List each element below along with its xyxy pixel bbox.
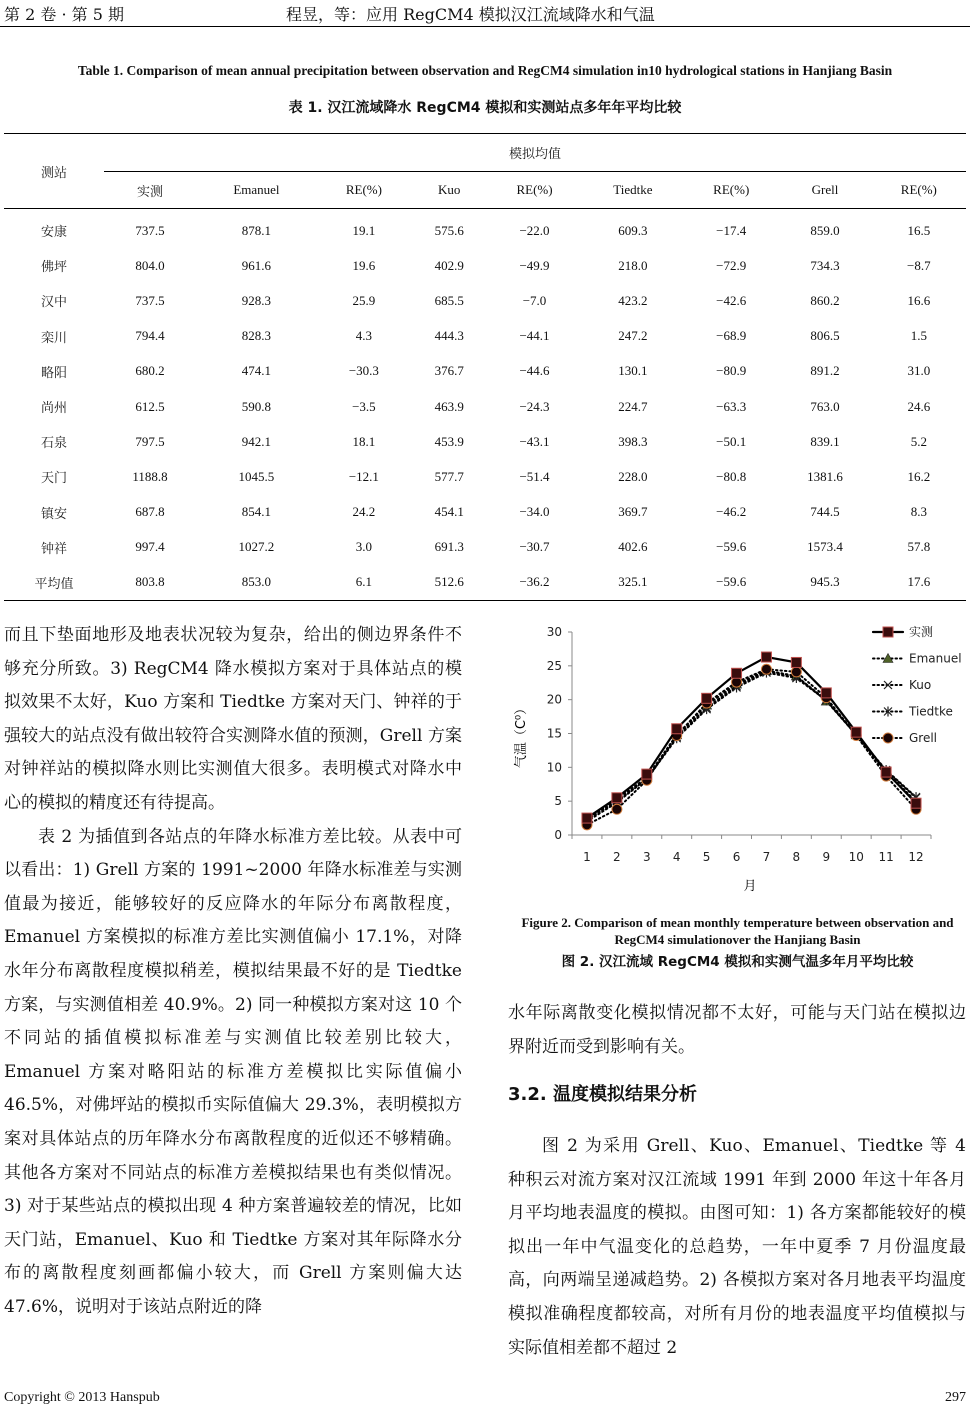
table-cell: −17.4 bbox=[716, 222, 747, 238]
running-title: 程昱，等：应用 RegCM4 模拟汉江流域降水和气温 bbox=[286, 5, 655, 24]
table-cell: 577.7 bbox=[434, 468, 464, 484]
x-tick-label: 5 bbox=[702, 850, 711, 864]
table-cell: 5.2 bbox=[910, 433, 927, 449]
station-name: 尚州 bbox=[40, 401, 67, 417]
table-cell: 8.3 bbox=[910, 504, 927, 520]
table-row bbox=[4, 530, 966, 565]
x-tick-label: 9 bbox=[822, 850, 831, 864]
table-cell: 423.2 bbox=[618, 292, 648, 308]
table-cell: 398.3 bbox=[618, 433, 648, 449]
running-header bbox=[0, 0, 970, 27]
table-cell: 325.1 bbox=[582, 565, 684, 601]
x-tick-label: 10 bbox=[848, 850, 864, 864]
y-tick-label: 5 bbox=[554, 794, 562, 809]
paragraph: 水年际离散变化模拟情况都不太好，可能与天门站在模拟边界附近而受到影响有关。 bbox=[508, 1003, 966, 1057]
column-header: RE(%) bbox=[872, 172, 966, 209]
square-marker bbox=[612, 793, 622, 803]
square-marker bbox=[582, 813, 592, 823]
square-marker bbox=[791, 657, 801, 667]
left-column bbox=[4, 619, 462, 1324]
page-number: 297 bbox=[945, 1390, 966, 1405]
right-column-bottom bbox=[508, 1130, 966, 1365]
table-cell: −80.8 bbox=[716, 468, 747, 484]
station-name: 佛坪 bbox=[40, 260, 67, 276]
table-cell: −36.2 bbox=[487, 565, 581, 601]
table-cell: 402.6 bbox=[618, 539, 648, 555]
chart-legend bbox=[873, 625, 962, 745]
table-cell: 454.1 bbox=[434, 504, 464, 520]
table-cell: 16.2 bbox=[907, 468, 931, 484]
y-tick-label: 30 bbox=[546, 625, 562, 639]
station-name: 栾川 bbox=[40, 330, 67, 346]
x-tick-label: 6 bbox=[732, 850, 741, 864]
column-header-row bbox=[4, 172, 966, 209]
square-marker bbox=[732, 668, 742, 678]
square-marker bbox=[702, 693, 712, 703]
legend-item bbox=[873, 731, 937, 745]
station-name: 汉中 bbox=[40, 295, 67, 311]
table-cell: 891.2 bbox=[810, 363, 840, 379]
table-cell: 804.0 bbox=[135, 257, 165, 273]
column-header: RE(%) bbox=[487, 172, 581, 209]
table-cell: 687.8 bbox=[135, 504, 165, 520]
table-cell: 512.6 bbox=[411, 565, 487, 601]
table-cell: 859.0 bbox=[810, 222, 840, 238]
column-header: 实测 bbox=[104, 172, 196, 209]
table-cell: −7.0 bbox=[522, 292, 547, 308]
series-emanuel bbox=[582, 666, 921, 824]
table-cell: 16.6 bbox=[907, 292, 931, 308]
journal-issue: 第 2 卷 · 第 5 期 bbox=[4, 5, 124, 24]
table-row bbox=[4, 459, 966, 494]
table-cell: −59.6 bbox=[716, 539, 747, 555]
table-cell: 691.3 bbox=[434, 539, 464, 555]
table-cell: 961.6 bbox=[241, 257, 272, 273]
legend-label: 实测 bbox=[909, 625, 934, 639]
legend-label: Kuo bbox=[909, 678, 932, 692]
x-tick-label: 2 bbox=[613, 850, 621, 864]
table-cell: −43.1 bbox=[519, 433, 550, 449]
table-cell: −44.1 bbox=[519, 328, 550, 344]
table-row bbox=[4, 389, 966, 424]
table-cell: −12.1 bbox=[348, 468, 379, 484]
table-cell: 945.3 bbox=[778, 565, 871, 601]
column-header: Grell bbox=[778, 172, 871, 209]
table1-caption-en: Table 1. Comparison of mean annual precipitation between observation and RegCM4 simulation in10 hydrological stations in Hanjiang Basin bbox=[77, 63, 893, 78]
station-name: 安康 bbox=[40, 225, 67, 241]
table-cell: 24.6 bbox=[907, 398, 931, 414]
table-cell: 24.2 bbox=[352, 504, 376, 520]
temperature-line-chart bbox=[505, 615, 970, 905]
y-tick-label: 20 bbox=[546, 692, 562, 707]
station-name: 平均值 bbox=[4, 565, 104, 601]
square-marker bbox=[761, 652, 771, 662]
table-cell: 839.1 bbox=[810, 433, 840, 449]
table-cell: 1027.2 bbox=[238, 539, 275, 555]
table-cell: −49.9 bbox=[519, 257, 550, 273]
table-cell: 247.2 bbox=[618, 328, 648, 344]
table-cell: −80.9 bbox=[716, 363, 747, 379]
table-cell: −50.1 bbox=[716, 433, 747, 449]
table1 bbox=[4, 133, 966, 601]
table-cell: −63.3 bbox=[716, 398, 747, 414]
table-cell: 474.1 bbox=[241, 363, 272, 379]
table-cell: −68.9 bbox=[716, 328, 747, 344]
table-cell: 590.8 bbox=[241, 398, 272, 414]
table-row bbox=[4, 319, 966, 354]
table-cell: −44.6 bbox=[519, 363, 550, 379]
table-cell: 130.1 bbox=[618, 363, 648, 379]
table-cell: −46.2 bbox=[716, 504, 747, 520]
right-column-top bbox=[508, 997, 966, 1064]
table-row bbox=[4, 248, 966, 283]
column-header: Kuo bbox=[411, 172, 487, 209]
table-cell: 18.1 bbox=[352, 433, 376, 449]
legend-item bbox=[873, 705, 953, 719]
table-cell: 402.9 bbox=[434, 257, 464, 273]
table-cell: 31.0 bbox=[907, 363, 931, 379]
x-tick-label: 12 bbox=[908, 850, 924, 864]
table-cell: 737.5 bbox=[135, 222, 165, 238]
table-cell: −42.6 bbox=[716, 292, 747, 308]
group-header: 模拟均值 bbox=[104, 134, 966, 172]
table-cell: 1381.6 bbox=[807, 468, 843, 484]
section-heading: 3.2. 温度模拟结果分析 bbox=[508, 1084, 697, 1105]
table-cell: 803.8 bbox=[104, 565, 196, 601]
square-marker bbox=[672, 724, 682, 734]
table-cell: 806.5 bbox=[810, 328, 840, 344]
paragraph: 而且下垫面地形及地表状况较为复杂，给出的侧边界条件不够充分所致。3) RegCM4 降水模拟方案对于具体站点的模拟效果不太好，Kuo 方案和 Tiedtke 方案对天门、钟祥的于强较大的站点没有做出较符合实测降水值的预测，Grell 方案对钟祥站的模拟降水则比实测值大很多。表明模式对降水中心的模拟的精度还有待提高。 bbox=[4, 625, 462, 813]
station-name: 钟祥 bbox=[40, 541, 67, 557]
table-cell: −72.9 bbox=[716, 257, 747, 273]
square-marker bbox=[911, 798, 921, 808]
table-cell: 218.0 bbox=[618, 257, 648, 273]
table-cell: 224.7 bbox=[618, 398, 648, 414]
y-axis-label: 气温（C⁰） bbox=[514, 701, 529, 769]
table-row bbox=[4, 209, 966, 249]
series-tiedtke bbox=[583, 668, 920, 827]
x-axis-label: 月 bbox=[743, 879, 757, 894]
square-marker bbox=[851, 727, 861, 737]
y-tick-label: 15 bbox=[546, 726, 562, 741]
table-cell: 19.1 bbox=[352, 222, 376, 238]
table-cell: 744.5 bbox=[810, 504, 840, 520]
legend-label: Tiedtke bbox=[909, 704, 953, 719]
table-cell: 17.6 bbox=[872, 565, 966, 601]
table-row bbox=[4, 495, 966, 530]
y-tick-label: 10 bbox=[546, 760, 562, 775]
table-cell: −3.5 bbox=[352, 398, 376, 414]
x-tick-label: 1 bbox=[583, 850, 591, 864]
table-cell: 612.5 bbox=[135, 398, 165, 414]
chart-axes bbox=[546, 625, 934, 864]
circle-marker bbox=[761, 664, 771, 674]
table-cell: −30.7 bbox=[519, 539, 550, 555]
column-header: Tiedtke bbox=[582, 172, 684, 209]
series-kuo bbox=[583, 667, 920, 824]
table-cell: 685.5 bbox=[434, 292, 464, 308]
station-name: 镇安 bbox=[40, 506, 67, 522]
copyright: Copyright © 2013 Hanspub bbox=[4, 1390, 160, 1405]
table-row bbox=[4, 354, 966, 389]
station-name: 天门 bbox=[40, 471, 67, 487]
y-tick-label: 25 bbox=[546, 658, 562, 673]
table-cell: 376.7 bbox=[434, 363, 464, 379]
table1-body bbox=[4, 209, 966, 601]
table-row bbox=[4, 565, 966, 601]
figure2-caption-zh: 图 2. 汉江流域 RegCM4 模拟和实测气温多年月平均比较 bbox=[561, 954, 914, 970]
table-cell: −30.3 bbox=[348, 363, 379, 379]
table-cell: 444.3 bbox=[434, 328, 464, 344]
circle-marker bbox=[791, 667, 801, 677]
table-cell: 794.4 bbox=[135, 328, 165, 344]
x-tick-label: 7 bbox=[762, 850, 771, 864]
table-cell: 25.9 bbox=[352, 292, 376, 308]
table-cell: −22.0 bbox=[519, 222, 550, 238]
table-cell: 942.1 bbox=[241, 433, 272, 449]
square-marker bbox=[821, 688, 831, 698]
station-header: 测站 bbox=[4, 134, 104, 209]
table-cell: 1045.5 bbox=[238, 468, 275, 484]
table-cell: 828.3 bbox=[241, 328, 272, 344]
table-cell: −51.4 bbox=[519, 468, 550, 484]
x-tick-label: 11 bbox=[878, 850, 894, 864]
legend-label: Grell bbox=[909, 731, 938, 745]
legend-item bbox=[873, 625, 933, 639]
table-cell: −8.7 bbox=[907, 257, 931, 273]
legend-label: Emanuel bbox=[909, 651, 962, 666]
table-cell: 57.8 bbox=[907, 539, 931, 555]
table-cell: 453.9 bbox=[434, 433, 464, 449]
y-tick-label: 0 bbox=[554, 828, 562, 842]
x-tick-label: 4 bbox=[672, 850, 681, 864]
circle-marker bbox=[883, 733, 893, 743]
table-row bbox=[4, 424, 966, 459]
series-line bbox=[587, 657, 916, 818]
square-marker bbox=[642, 769, 652, 779]
table-cell: −59.6 bbox=[684, 565, 778, 601]
table-cell: 1188.8 bbox=[132, 468, 168, 484]
table-cell: 19.6 bbox=[352, 257, 376, 273]
table-cell: 853.0 bbox=[196, 565, 317, 601]
legend-item bbox=[873, 678, 931, 692]
table-cell: 680.2 bbox=[135, 363, 165, 379]
table-cell: 369.7 bbox=[618, 504, 648, 520]
figure2-caption-en: Figure 2. Comparison of mean monthly temperature between observation and RegCM4 simulationover the Hanjiang Basin bbox=[521, 915, 954, 947]
table1-caption-zh: 表 1. 汉江流域降水 RegCM4 模拟和实测站点多年年平均比较 bbox=[288, 100, 682, 116]
table-cell: 6.1 bbox=[317, 565, 411, 601]
table-cell: 3.0 bbox=[355, 539, 372, 555]
table-row bbox=[4, 283, 966, 318]
square-marker bbox=[881, 767, 891, 777]
paragraph: 图 2 为采用 Grell、Kuo、Emanuel、Tiedtke 等 4 种积云对流方案对汉江流域 1991 年到 2000 年这十年各月月平均地表温度的模拟。由图可知：1) 各方案都能较好的模拟出一年中气温变化的总趋势，一年中夏季 7 月份温度最高，向两端呈递减趋势。2) 各模拟方案对各月地表平均温度模拟准确程度都较高，对所有月份的地表温度平均值模拟与实际值相差都不超过 2 bbox=[508, 1136, 966, 1358]
table-cell: 797.5 bbox=[135, 433, 165, 449]
column-header: Emanuel bbox=[196, 172, 317, 209]
paragraph: 表 2 为插值到各站点的年降水标准方差比较。从表中可以看出：1) Grell 方案的 1991~2000 年降水标准差与实测值最为接近，能够较好的反应降水的年际分布离散程度，Emanuel 方案模拟的标准方差比实测值偏小 17.1%，对降水年分布离散程度模拟稍差，模拟结果最不好的是 Tiedtke 方案，与实测值相差 40.9%。2) 同一种模拟方案对这 10 个不同站的插值模拟标准差与实测值比较差别比较大，Emanuel 方案对略阳站的标准方差模拟比实际值偏小 46.5%，对佛坪站的模拟币实际值偏大 29.3%，表明模拟方案对具体站点的历年降水分布离散程度的近似还不够精确。其他各方案对不同站点的标准方差模拟结果也有类似情况。3) 对于某些站点的模拟出现 4 种方案普遍较差的情况，比如天门站，Emanuel、Kuo 和 Tiedtke 方案对其年际降水分布的离散程度刻画都偏小较大，而 Grell 方案则偏大达 47.6%，说明对于该站点附近的降 bbox=[4, 826, 462, 1317]
table-cell: 228.0 bbox=[618, 468, 648, 484]
table-cell: 860.2 bbox=[810, 292, 840, 308]
table-cell: 763.0 bbox=[810, 398, 840, 414]
table-cell: 575.6 bbox=[434, 222, 464, 238]
x-tick-label: 8 bbox=[792, 850, 801, 864]
station-name: 略阳 bbox=[40, 365, 67, 381]
table-cell: 928.3 bbox=[241, 292, 272, 308]
table-cell: −34.0 bbox=[519, 504, 550, 520]
table-cell: 1.5 bbox=[910, 328, 927, 344]
column-header: RE(%) bbox=[317, 172, 411, 209]
table-cell: 609.3 bbox=[618, 222, 648, 238]
table-cell: 737.5 bbox=[135, 292, 165, 308]
table-cell: 463.9 bbox=[434, 398, 464, 414]
station-name: 石泉 bbox=[40, 436, 67, 452]
column-header: RE(%) bbox=[684, 172, 778, 209]
table-cell: −24.3 bbox=[519, 398, 550, 414]
table-cell: 854.1 bbox=[241, 504, 272, 520]
table-cell: 1573.4 bbox=[807, 539, 843, 555]
table-cell: 997.4 bbox=[135, 539, 165, 555]
chart-series bbox=[582, 652, 921, 830]
table-cell: 16.5 bbox=[907, 222, 931, 238]
table-cell: 4.3 bbox=[355, 328, 372, 344]
square-marker bbox=[883, 627, 893, 637]
series-grell bbox=[582, 664, 921, 830]
legend-item bbox=[873, 652, 962, 666]
x-tick-label: 3 bbox=[642, 850, 651, 864]
table-cell: 878.1 bbox=[241, 222, 272, 238]
circle-marker bbox=[612, 804, 622, 814]
table-cell: 734.3 bbox=[810, 257, 840, 273]
